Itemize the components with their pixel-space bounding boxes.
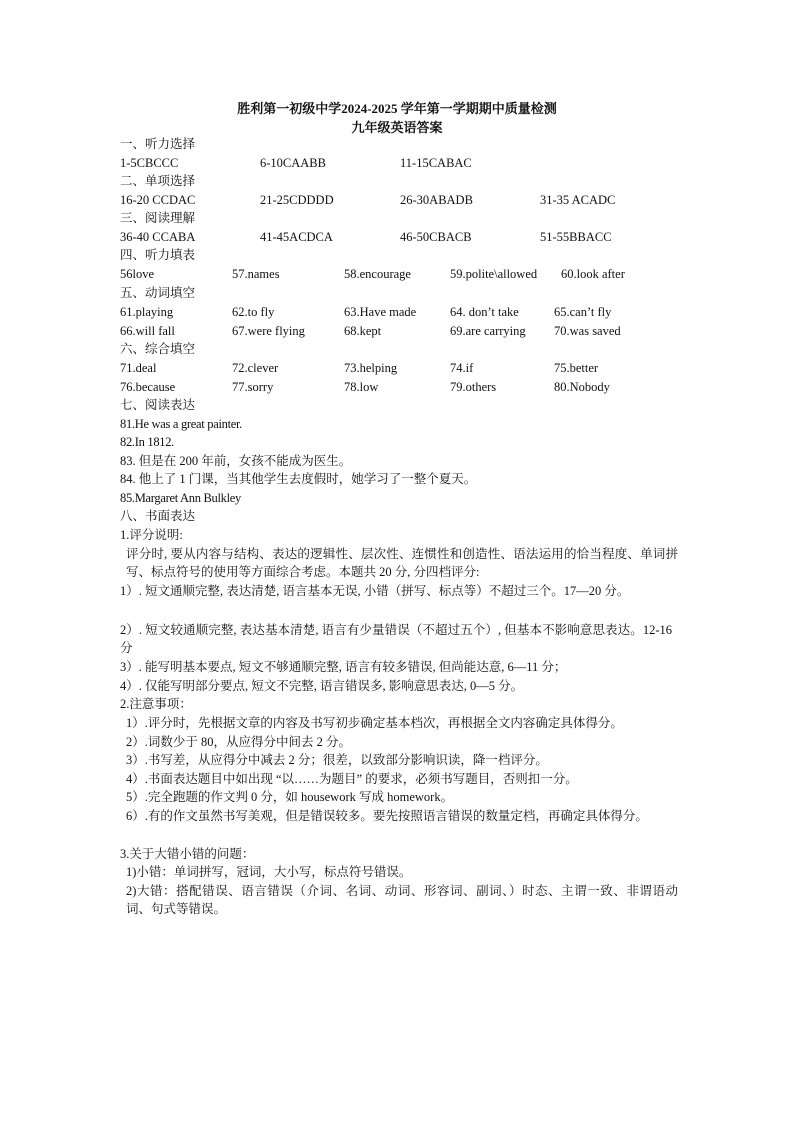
answer-cell: 59.polite\allowed: [450, 267, 538, 281]
answer-cell: 56love: [120, 267, 155, 281]
answer-cell: 21-25CDDDD: [260, 193, 334, 207]
scoring-item: 4）. 仅能写明部分要点, 短文不完整, 语言错误多, 影响意思表达, 0—5 分。: [120, 679, 524, 693]
answer-cell: 51-55BBACC: [540, 230, 612, 244]
answer-cell: 61.playing: [120, 305, 174, 319]
notes-item: 4）.书面表达题目中如出现 “以……为题目” 的要求，必须书写题目，否则扣一分。: [126, 772, 578, 786]
section-heading-cloze: 六、综合填空: [120, 342, 196, 356]
answer-cell: 80.Nobody: [554, 380, 610, 394]
answer-cell: 71.deal: [120, 361, 157, 375]
scoring-item: 3）. 能写明基本要点, 短文不够通顺完整, 语言有较多错误, 但尚能达意, 6—11 分；: [120, 660, 567, 674]
answer-cell: 36-40 CCABA: [120, 230, 196, 244]
answer-cell: 57.names: [232, 267, 280, 281]
answer-cell: 76.because: [120, 380, 176, 394]
notes-item: 6）.有的作文虽然书写美观，但是错误较多。要先按照语言错误的数量定档，再确定具体得分。: [126, 809, 648, 823]
section-heading-listening-table: 四、听力填表: [120, 248, 196, 262]
notes-item: 5）.完全跑题的作文判 0 分，如 housework 写成 homework。: [126, 790, 454, 804]
answer-cell: 63.Have made: [344, 305, 417, 319]
answer-cell: 31-35 ACADC: [540, 193, 616, 207]
answer-line: 83. 但是在 200 年前，女孩不能成为医生。: [120, 454, 352, 468]
answer-cell: 58.encourage: [344, 267, 411, 281]
errors-item: 1)小错：单词拼写，冠词，大小写，标点符号错误。: [126, 865, 412, 879]
answer-cell: 73.helping: [344, 361, 398, 375]
section-heading-reading: 三、阅读理解: [120, 211, 196, 225]
answer-cell: 66.will fall: [120, 324, 175, 338]
scoring-intro: 评分时, 要从内容与结构、表达的逻辑性、层次性、连惯性和创造性、语法运用的恰当程度、单词拼写、标点符号的使用等方面综合考虑。本题共 20 分, 分四档评分:: [126, 547, 678, 579]
document-subtitle: 九年级英语答案: [351, 120, 443, 135]
answer-cell: 16-20 CCDAC: [120, 193, 196, 207]
answer-cell: 69.are carrying: [450, 324, 526, 338]
errors-item: 2)大错：搭配错误、语言错误（介词、名词、动词、形容词、副词、）时态、主谓一致、非谓语动词、句式等错误。: [126, 884, 678, 916]
answer-cell: 70.was saved: [554, 324, 621, 338]
answer-cell: 60.look after: [561, 267, 625, 281]
notes-item: 1）.评分时，先根据文章的内容及书写初步确定基本档次，再根据全文内容确定具体得分。: [126, 716, 623, 730]
errors-heading: 3.关于大错小错的问题：: [120, 847, 255, 861]
scoring-item: 1）. 短文通顺完整, 表达清楚, 语言基本无误, 小错（拼写、标点等）不超过三个。17—20 分。: [120, 584, 630, 598]
scoring-item: 2）. 短文较通顺完整, 表达基本清楚, 语言有少量错误（不超过五个）, 但基本不影响意思表达。12-16 分: [120, 623, 672, 655]
answer-cell: 75.better: [554, 361, 599, 375]
section-heading-verb-fill: 五、动词填空: [120, 286, 196, 300]
section-heading-writing: 八、书面表达: [120, 509, 196, 523]
answer-line: 82.In 1812.: [120, 435, 174, 449]
notes-heading: 2.注意事项：: [120, 697, 192, 711]
answer-cell: 6-10CAABB: [260, 156, 326, 170]
answer-cell: 72.clever: [232, 361, 279, 375]
answer-cell: 26-30ABADB: [400, 193, 473, 207]
answer-cell: 67.were flying: [232, 324, 305, 338]
section-heading-listening-choice: 一、听力选择: [120, 137, 196, 151]
answer-cell: 79.others: [450, 380, 497, 394]
answer-cell: 74.if: [450, 361, 474, 375]
answer-cell: 11-15CABAC: [400, 156, 472, 170]
section-heading-reading-expression: 七、阅读表达: [120, 398, 196, 412]
notes-item: 2）.词数少于 80，从应得分中间去 2 分。: [126, 735, 352, 749]
answer-cell: 78.low: [344, 380, 379, 394]
answer-cell: 64. don’t take: [450, 305, 519, 319]
notes-item: 3）.书写差，从应得分中减去 2 分；很差，以致部分影响识读，降一档评分。: [126, 753, 548, 767]
answer-cell: 68.kept: [344, 324, 382, 338]
answer-cell: 41-45ACDCA: [260, 230, 333, 244]
answer-line: 84. 他上了 1 门课，当其他学生去度假时，她学习了一整个夏天。: [120, 472, 477, 486]
answer-cell: 65.can’t fly: [554, 305, 612, 319]
section-heading-single-choice: 二、单项选择: [120, 174, 196, 188]
answer-cell: 46-50CBACB: [400, 230, 472, 244]
document-title: 胜利第一初级中学2024-2025 学年第一学期期中质量检测: [237, 101, 557, 116]
scoring-heading: 1.评分说明:: [120, 528, 183, 542]
answer-cell: 77.sorry: [232, 380, 274, 394]
answer-line: 85.Margaret Ann Bulkley: [120, 491, 241, 505]
answer-cell: 1-5CBCCC: [120, 156, 179, 170]
answer-line: 81.He was a great painter.: [120, 417, 243, 431]
answer-cell: 62.to fly: [232, 305, 275, 319]
